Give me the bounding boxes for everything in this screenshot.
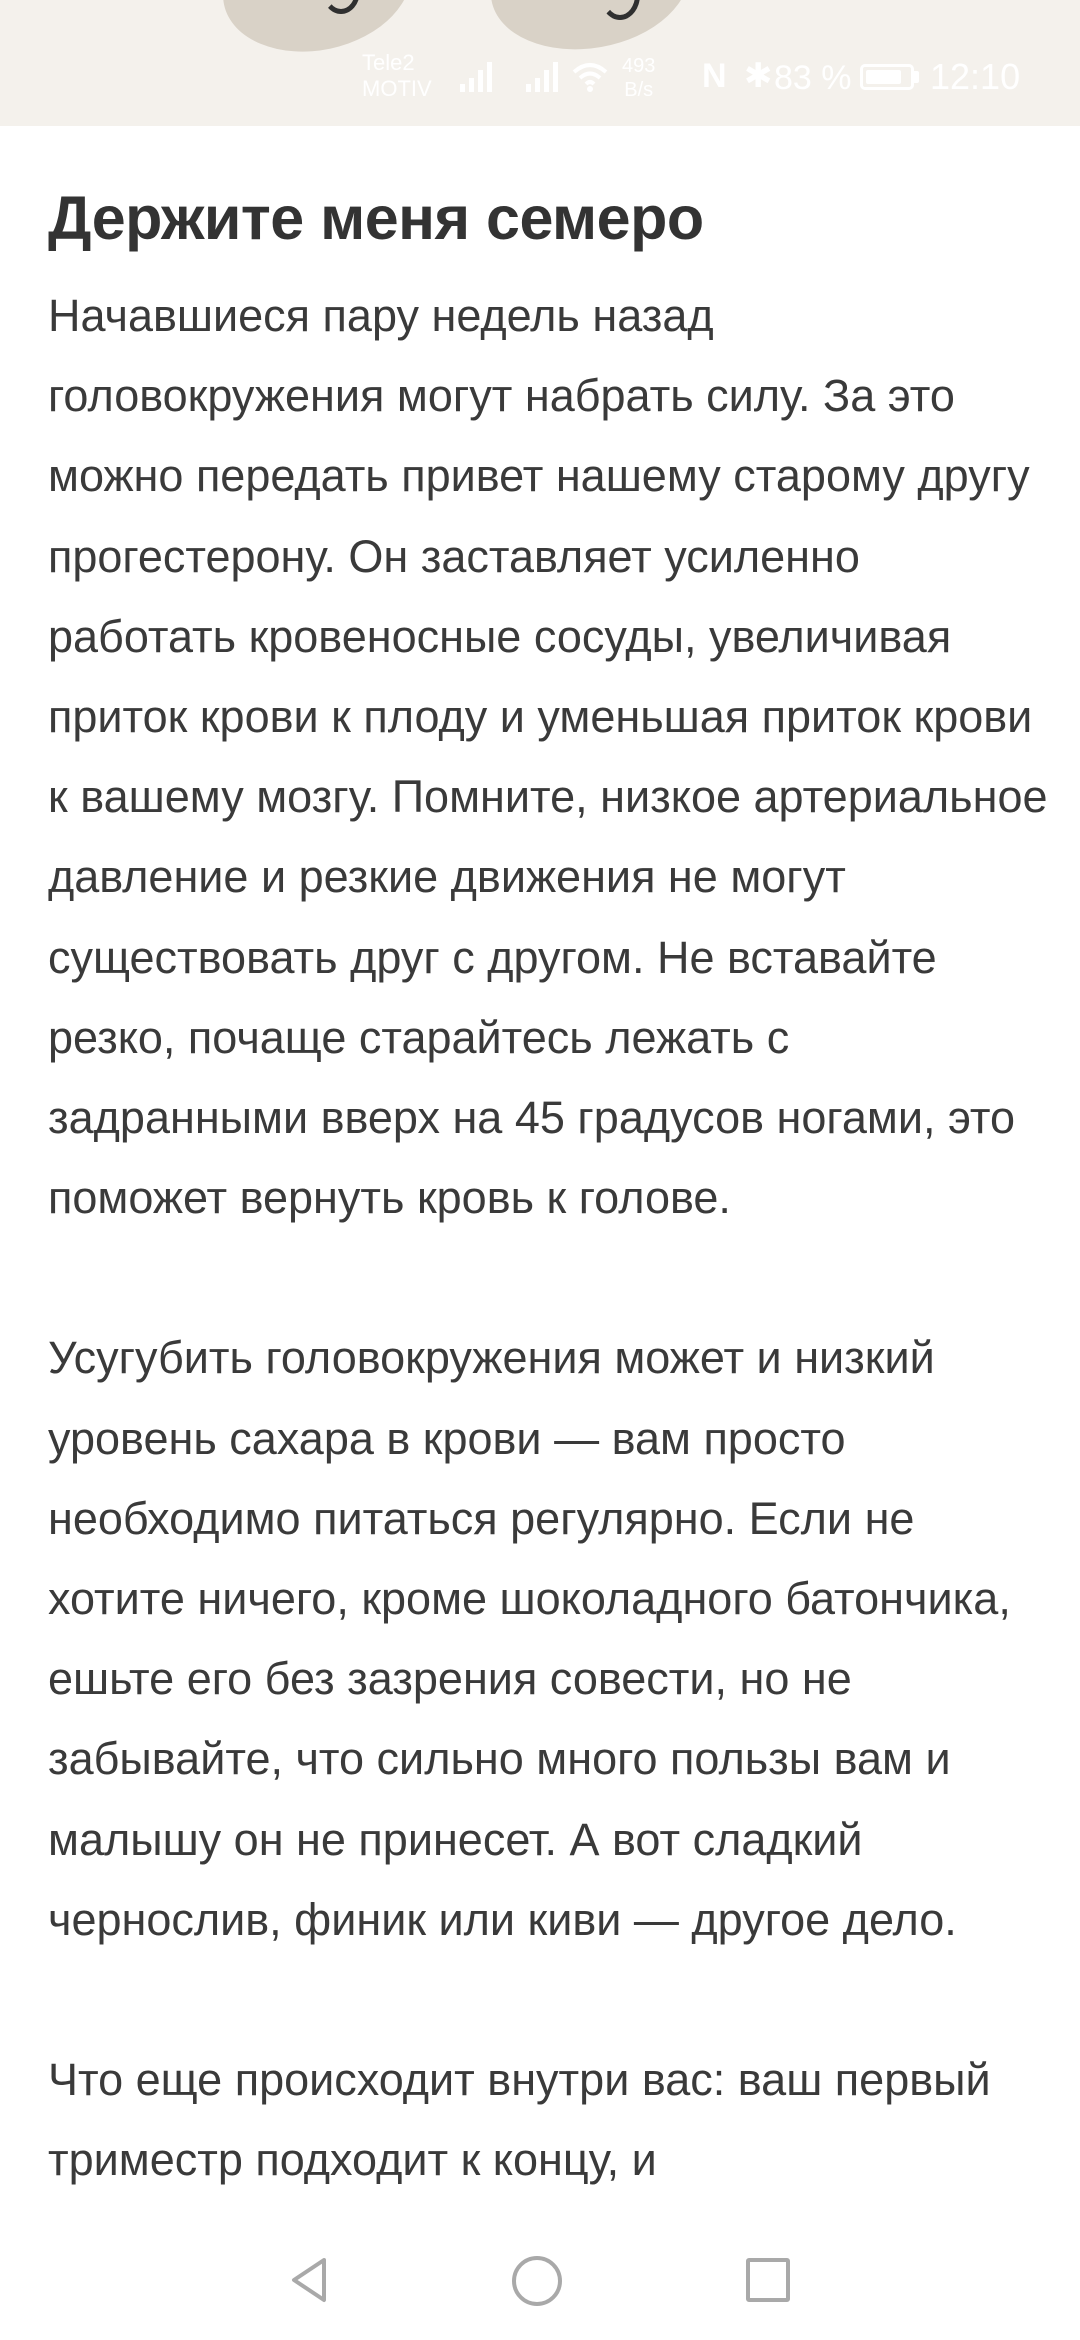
article-heading: Держите меня семеро bbox=[48, 184, 704, 252]
article-paragraph: Начавшиеся пару недель назад головокружения могут набрать силу. За это можно передать привет нашему старому другу прогестерону. Он заставляет усиленно работать кровеносные сосуды, увеличивая приток крови к плоду и уменьшая приток крови к вашему мозгу. Помните, низкое артериальное давление и резкие движения не могут существовать друг с другом. Не вставайте резко, почаще старайтесь лежать с задранными вверх на 45 градусов ногами, это поможет вернуть кровь к голове. bbox=[48, 290, 1048, 1224]
article-body bbox=[48, 176, 1048, 2200]
signal-icon bbox=[522, 56, 562, 96]
carrier-line-2: MOTIV bbox=[362, 76, 432, 101]
article-paragraph: Усугубить головокружения может и низкий уровень сахара в крови — вам просто необходимо питаться регулярно. Если не хотите ничего, кроме шоколадного батончика, ешьте его без зазрения совести, но не забывайте, что сильно много пользы вам и малышу он не принесет. А вот сладкий чернослив, финик или киви — другое дело. bbox=[48, 1332, 1011, 1945]
nfc-icon: N bbox=[702, 57, 727, 95]
carrier-line-1: Tele2 bbox=[362, 50, 415, 75]
network-speed-value: 493 bbox=[622, 55, 656, 77]
network-speed bbox=[622, 54, 655, 102]
carrier-label bbox=[362, 50, 432, 102]
navigation-bar bbox=[0, 2240, 1080, 2340]
recent-apps-icon[interactable] bbox=[746, 2258, 790, 2302]
network-speed-unit: B/s bbox=[624, 79, 654, 101]
status-bar bbox=[0, 48, 1080, 108]
battery-percent: 83 % bbox=[774, 59, 852, 97]
wifi-icon bbox=[570, 56, 610, 96]
article-paragraph: Что еще происходит внутри вас: ваш первый триместр подходит к концу, и bbox=[48, 2054, 991, 2186]
home-icon[interactable] bbox=[512, 2256, 562, 2306]
battery-tip bbox=[914, 71, 919, 83]
battery-icon bbox=[860, 64, 914, 90]
signal-icon bbox=[456, 56, 496, 96]
back-icon[interactable] bbox=[282, 2252, 338, 2308]
clock: 12:10 bbox=[930, 56, 1021, 97]
bluetooth-icon: ✱ bbox=[744, 57, 773, 95]
battery-level-fill bbox=[866, 70, 901, 84]
